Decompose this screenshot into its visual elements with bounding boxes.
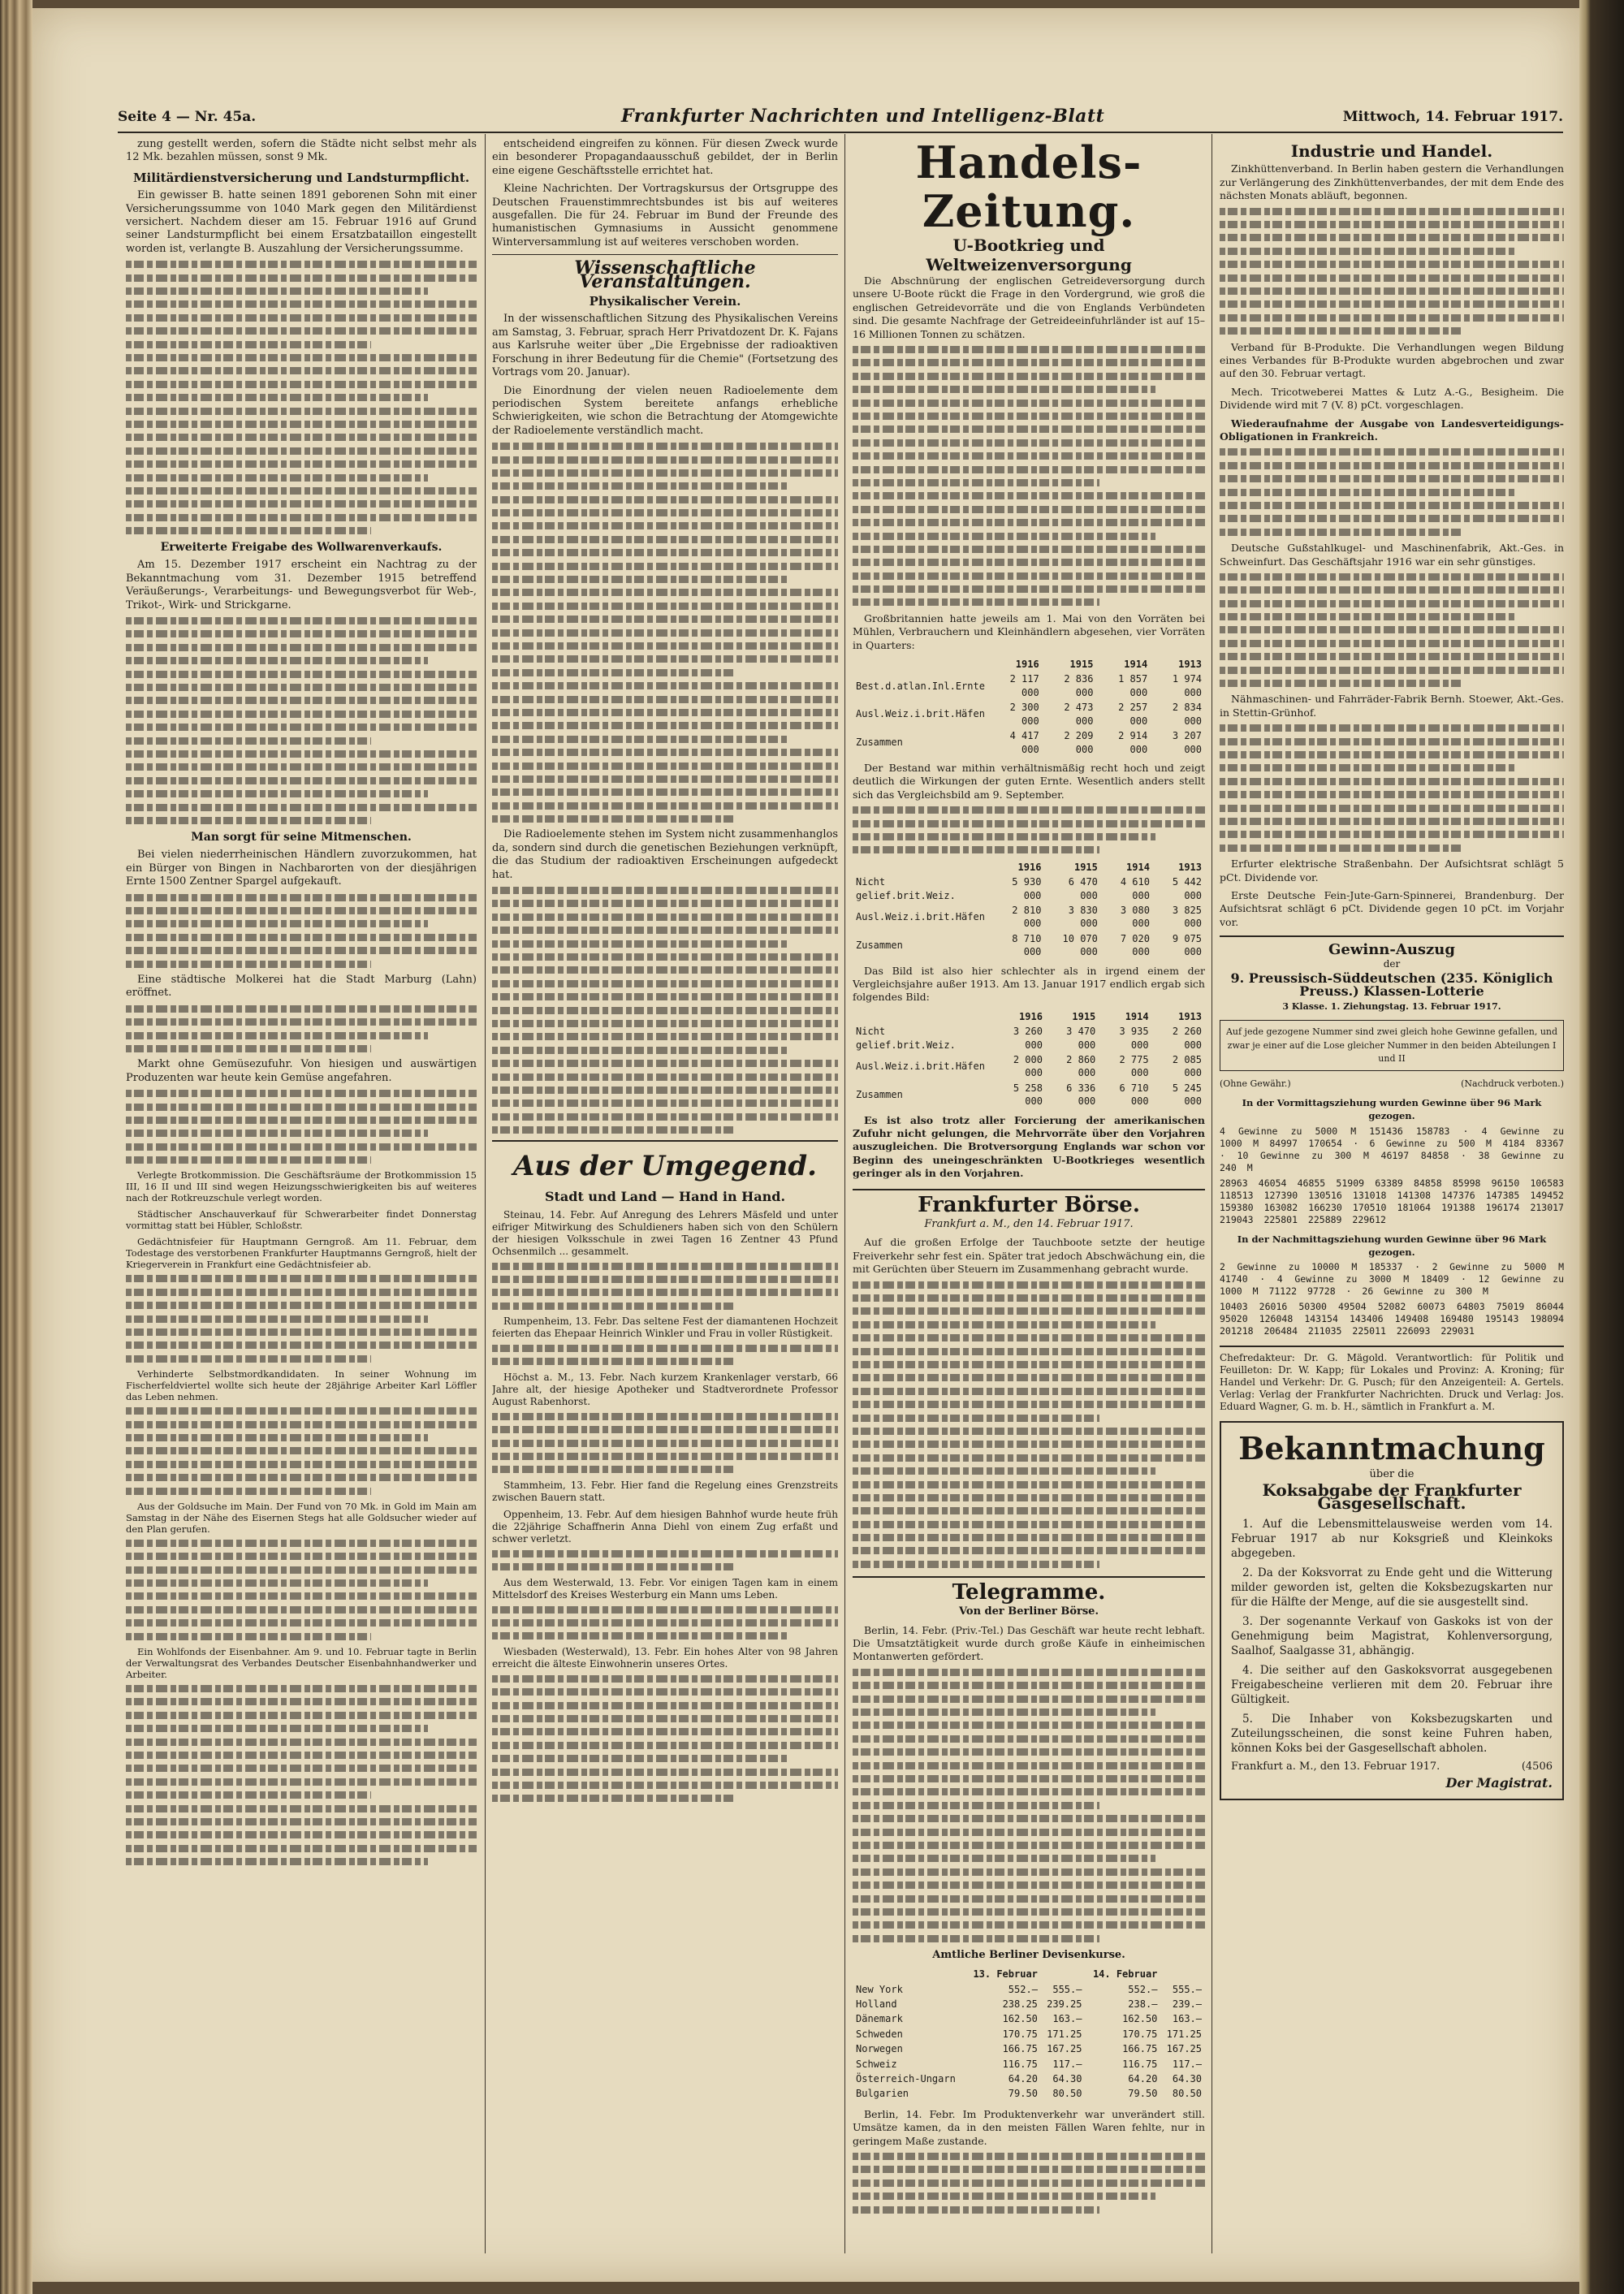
draw-numbers: 28963 46054 46855 51909 63389 84858 85998 96150 106583 118513 127390 130516 131018 141308 147376 147385 149452 159380 163082 166230 170510 181064 191388 196174 213017 219043 225801 225889 229612	[1220, 1177, 1564, 1225]
table-header-cell: 1916	[1017, 861, 1042, 873]
filler-text	[126, 261, 477, 534]
table-cell: Schweden	[856, 2028, 903, 2040]
table-cell: 2 860 000	[1066, 1053, 1096, 1079]
article-paragraph: Rumpenheim, 13. Febr. Das seltene Fest der diamantenen Hochzeit feierten das Ehepaar Heinrich Winkler und Frau in voller Rüstigkeit.	[492, 1315, 838, 1340]
table-cell: 10 070 000	[1062, 932, 1098, 958]
table-header-cell: 1914	[1125, 1010, 1149, 1022]
article-paragraph: Am 15. Dezember 1917 erscheint ein Nachtrag zu der Bekanntmachung vom 31. Dezember 1915 betreffend Veräußerungs-, Verarbeitungs- und Bewegungsverbot für Web-, Trikot-, Wirk- und Strickgarne.	[126, 559, 477, 611]
draw-prizes: 4 Gewinne zu 5000 M 151436 158783 · 4 Gewinne zu 1000 M 84997 170654 · 6 Gewinne zu 500 M 4184 83367 · 10 Gewinne zu 300 M 46197 84858 · 38 Gewinne zu 240 M	[1220, 1125, 1564, 1173]
table-cell: 170.75	[1002, 2028, 1038, 2040]
article-paragraph: Markt ohne Gemüsezufuhr. Von hiesigen und auswärtigen Produzenten war heute kein Gemüse angefahren.	[126, 1058, 477, 1084]
impressum: Chefredakteur: Dr. G. Mägold. Verantwortlich: für Politik und Feuilleton: Dr. W. Kapp; für Lokales und Provinz: A. Kroning; für Handel und Verkehr: Dr. G. Pusch; für den Anzeigenteil: A. Gertels. Verlag: Verlag der Frankfurter Nachrichten. Druck und Verlag: Jos. Eduard Wagner, G. m. b. H., sämtlich in Frankfurt a. M.	[1220, 1352, 1564, 1413]
table-row	[853, 2027, 1205, 2041]
table-cell: 239.—	[1172, 1998, 1202, 2010]
table-cell: 79.50	[1008, 2088, 1038, 2100]
notice-signature: Der Magistrat.	[1445, 1775, 1553, 1791]
article-paragraph: Die Radioelemente stehen im System nicht zusammenhanglos da, sondern sind durch die genetischen Beziehungen verknüpft, die das Studium der radioaktiven Erscheinungen aufgedeckt hat.	[492, 828, 838, 881]
table-cell: Zusammen	[856, 737, 903, 749]
table-cell: 238.—	[1128, 1998, 1158, 2010]
article-paragraph: Wiederaufnahme der Ausgabe von Landesverteidigungs-Obligationen in Frankreich.	[1220, 417, 1564, 443]
table-cell: 64.20	[1008, 2072, 1038, 2084]
table-header-cell: 1913	[1178, 1010, 1202, 1022]
table-cell: Nicht gelief.brit.Weiz.	[856, 876, 956, 901]
table-cell: 9 075 000	[1172, 932, 1202, 958]
filler-text	[492, 1263, 838, 1310]
table-cell: 117.—	[1052, 2058, 1082, 2070]
table-cell: 162.50	[1122, 2013, 1158, 2025]
table-cell: 2 000 000	[1013, 1053, 1043, 1079]
wheat-stock-table-may	[853, 657, 1205, 757]
table-cell: 5 442 000	[1172, 876, 1202, 901]
table-row	[853, 1052, 1205, 1081]
column-rule	[485, 134, 486, 2253]
table-cell: Dänemark	[856, 2013, 903, 2025]
notice-item: 2. Da der Koksvorrat zu Ende geht und die Witterung milder geworden ist, gelten die Koksbezugskarten nur für die Hälfte der Menge, auf die sie ausgestellt sind.	[1231, 1566, 1553, 1609]
table-cell: 238.25	[1002, 1998, 1038, 2010]
table-cell: 4 417 000	[1009, 730, 1039, 755]
column-commerce	[853, 138, 1205, 2257]
table-cell: 167.25	[1166, 2043, 1202, 2055]
filler-text	[853, 346, 1205, 606]
column-local-news	[126, 138, 477, 2257]
table-row	[853, 700, 1205, 728]
column-rule	[844, 134, 845, 2253]
table-cell: 2 775 000	[1119, 1053, 1149, 1079]
column-science-surroundings	[492, 138, 838, 2257]
table-cell: 166.75	[1122, 2043, 1158, 2055]
filler-text	[492, 1606, 838, 1640]
table-cell: 79.50	[1128, 2088, 1158, 2100]
article-paragraph: entscheidend eingreifen zu können. Für diesen Zweck wurde ein besonderer Propagandaausschuß gebildet, der in Berlin eine eigene Geschäftsstelle errichtet hat.	[492, 138, 838, 177]
exchange-rate-table	[853, 1967, 1205, 2102]
table-cell: Zusammen	[856, 939, 903, 951]
right-page-edge	[1579, 0, 1624, 2294]
table-row	[853, 1081, 1205, 1109]
masthead	[118, 106, 1563, 128]
filler-text	[126, 1005, 477, 1052]
table-header-cell: 1916	[1019, 1010, 1043, 1022]
table-row	[853, 2086, 1205, 2101]
table-header-cell: 13. Februar	[973, 1968, 1038, 1981]
table-row	[853, 672, 1205, 700]
table-cell: 2 085 000	[1172, 1053, 1202, 1079]
article-paragraph: Verband für B-Produkte. Die Verhandlungen wegen Bildung eines Verbandes für B-Produkte wurden abgebrochen und zwar auf den 30. Februar vertagt.	[1220, 340, 1564, 380]
notice-date: Frankfurt a. M., den 13. Februar 1917.	[1231, 1760, 1440, 1773]
article-paragraph: Städtischer Anschauverkauf für Schwerarbeiter findet Donnerstag vormittag statt bei Hübler, Schloßstr.	[126, 1208, 477, 1232]
table-cell: 3 080 000	[1120, 904, 1150, 930]
table-cell: 2 836 000	[1064, 673, 1094, 698]
filler-text	[492, 887, 838, 1134]
table-cell: 2 209 000	[1064, 730, 1094, 755]
article-paragraph: Zinkhüttenverband. In Berlin haben gestern die Verhandlungen zur Verlängerung des Zinkhüttenverbandes, der mit dem Ende des nächsten Monats abläuft, begonnen.	[1220, 162, 1564, 202]
table-cell: 239.25	[1047, 1998, 1082, 2010]
draw-heading: In der Vormittagsziehung wurden Gewinne über 96 Mark gezogen.	[1242, 1096, 1542, 1122]
table-row	[853, 903, 1205, 931]
table-cell: 2 300 000	[1009, 702, 1039, 727]
article-heading: Man sorgt für seine Mitmenschen.	[191, 830, 412, 844]
table-cell: 3 935 000	[1119, 1026, 1149, 1051]
table-row	[853, 1024, 1205, 1052]
table-row	[853, 931, 1205, 960]
notice-item: 4. Die seither auf den Gaskoksvorrat ausgegebenen Freigabescheine verlieren mit dem 20. Februar ihre Gültigkeit.	[1231, 1663, 1553, 1706]
filler-text	[853, 1281, 1205, 1568]
article-heading: Militärdienstversicherung und Landsturmpflicht.	[132, 170, 470, 185]
section-subtitle: Stadt und Land — Hand in Hand.	[544, 1189, 786, 1205]
lottery-results	[1220, 941, 1564, 1337]
official-notice	[1220, 1421, 1564, 1799]
filler-text	[126, 1685, 477, 1865]
lottery-note: Auf jede gezogene Nummer sind zwei gleich hohe Gewinne gefallen, und zwar je einer auf die Lose gleicher Nummer in den beiden Abteilungen I und II	[1220, 1020, 1564, 1071]
notice-item: 5. Die Inhaber von Koksbezugskarten und Zuteilungsscheinen, die sonst keine Fuhren haben, können Koks bei der Gasgesellschaft abholen.	[1231, 1712, 1553, 1755]
table-cell: 3 260 000	[1013, 1026, 1043, 1051]
wheat-stock-table-january	[853, 1009, 1205, 1109]
article-paragraph: Deutsche Gußstahlkugel- und Maschinenfabrik, Akt.-Ges. in Schweinfurt. Das Geschäftsjahr 1916 war ein sehr günstiges.	[1220, 542, 1564, 568]
table-cell: 80.50	[1052, 2088, 1082, 2100]
filler-text	[1220, 573, 1564, 687]
table-cell: 64.20	[1128, 2072, 1158, 2084]
draw-heading: In der Nachmittagsziehung wurden Gewinne über 96 Mark gezogen.	[1237, 1233, 1547, 1259]
table-cell: 2 914 000	[1118, 730, 1148, 755]
article-paragraph: Verlegte Brotkommission. Die Geschäftsräume der Brotkommission 15 III, 16 II und III sind wegen Heizungsschwierigkeiten bis auf weiteres nach der Rotkreuzschule verlegt worden.	[126, 1169, 477, 1204]
table-title: Amtliche Berliner Devisenkurse.	[932, 1948, 1125, 1961]
table-header-row	[853, 1009, 1205, 1024]
lottery-name: 9. Preussisch-Süddeutschen (235. Königlich Preuss.) Klassen-Lotterie	[1230, 970, 1553, 1000]
article-paragraph: Oppenheim, 13. Febr. Auf dem hiesigen Bahnhof wurde heute früh die 22jährige Schaffnerin Anna Diehl von einem Zug erfaßt und schwer verletzt.	[492, 1508, 838, 1544]
table-cell: 8 710 000	[1012, 932, 1042, 958]
article-paragraph: Auf die großen Erfolge der Tauchboote setzte der heutige Freiverkehr sehr fest ein. Später trat jedoch Abschwächung ein, die mit Gerüchten über Steuern im Zusammenhang gebracht wurde.	[853, 1236, 1205, 1276]
article-paragraph: Wiesbaden (Westerwald), 13. Febr. Ein hohes Alter von 98 Jahren erreicht die älteste Einwohnerin unseres Ortes.	[492, 1645, 838, 1670]
filler-text	[492, 1675, 838, 1803]
table-cell: 555.—	[1052, 1983, 1082, 1995]
article-paragraph: Mech. Tricotweberei Mattes & Lutz A.-G., Besigheim. Die Dividende wird mit 7 (V. 8) pCt. vorgeschlagen.	[1220, 385, 1564, 412]
filler-text	[126, 1090, 477, 1164]
section-title: Frankfurter Börse.	[918, 1192, 1140, 1217]
table-header-cell: 1915	[1069, 659, 1094, 671]
issue-date: Mittwoch, 14. Februar 1917.	[1342, 109, 1563, 125]
article-paragraph: Eine städtische Molkerei hat die Stadt Marburg (Lahn) eröffnet.	[126, 973, 477, 1000]
filler-text	[853, 1669, 1205, 1942]
table-cell: Norwegen	[856, 2043, 903, 2055]
table-cell: 6 470 000	[1068, 876, 1098, 901]
masthead-rule	[118, 132, 1563, 133]
table-cell: 116.75	[1122, 2058, 1158, 2070]
article-paragraph: Höchst a. M., 13. Febr. Nach kurzem Krankenlager verstarb, 66 Jahre alt, der hiesige Apotheker und Stadtverordnete Professor August Rabenhorst.	[492, 1371, 838, 1407]
table-header-cell	[853, 860, 992, 875]
table-cell: Schweiz	[856, 2058, 897, 2070]
table-cell: 555.—	[1172, 1983, 1202, 1995]
article-paragraph: Bei vielen niederrheinischen Händlern zuvorzukommen, hat ein Bürger von Bingen in Nachbarorten von der diesjährigen Ernte 1500 Zentner Spargel aufgekauft.	[126, 849, 477, 888]
filler-text	[492, 1550, 838, 1570]
filler-text	[126, 894, 477, 968]
table-row	[853, 2057, 1205, 2072]
page-number: Seite 4 — Nr. 45a.	[118, 109, 257, 125]
table-cell: 4 610 000	[1120, 876, 1150, 901]
filler-text	[1220, 448, 1564, 535]
table-cell: 1 857 000	[1118, 673, 1148, 698]
article-heading: Erweiterte Freigabe des Wollwarenverkaufs.	[160, 541, 443, 555]
table-header-cell: 14. Februar	[1092, 1968, 1158, 1981]
table-header-cell	[853, 657, 988, 672]
table-cell: Ausl.Weiz.i.brit.Häfen	[856, 1061, 985, 1073]
table-cell: 80.50	[1172, 2088, 1202, 2100]
section-title: Wissenschaftliche Veranstaltungen.	[574, 257, 756, 292]
table-cell: 166.75	[1002, 2043, 1038, 2055]
table-row	[853, 1982, 1205, 1997]
table-header-cell: 1913	[1178, 861, 1202, 873]
table-cell: 2 810 000	[1012, 904, 1042, 930]
table-cell: 5 245 000	[1172, 1082, 1202, 1108]
table-cell: 5 930 000	[1012, 876, 1042, 901]
draw-prizes: 2 Gewinne zu 10000 M 185337 · 2 Gewinne zu 5000 M 41740 · 4 Gewinne zu 3000 M 18409 · 12 Gewinne zu 1000 M 71122 97728 · 26 Gewinne zu 300 M	[1220, 1261, 1564, 1298]
draw-numbers: 10403 26016 50300 49504 52082 60073 64803 75019 86044 95020 126048 143154 143406 149408 169480 195143 198094 201218 206484 211035 225011 226093 229031	[1220, 1301, 1564, 1337]
table-cell: Zusammen	[856, 1088, 903, 1100]
table-header-cell	[853, 1967, 965, 1981]
table-cell: Ausl.Weiz.i.brit.Häfen	[856, 708, 985, 720]
table-cell: 163.—	[1052, 2013, 1082, 2025]
article-paragraph: Aus dem Westerwald, 13. Febr. Vor einigen Tagen kam in einem Mittelsdorf des Kreises Westerburg ein Mann ums Leben.	[492, 1576, 838, 1601]
table-cell: 64.30	[1172, 2072, 1202, 2084]
article-paragraph: Der Bestand war mithin verhältnismäßig recht hoch und zeigt deutlich die Wirkungen der guten Ernte. Wesentlich anders stellt sich das Vergleichsbild am 9. September.	[853, 761, 1205, 801]
table-header-cell: 1916	[1015, 659, 1039, 671]
table-cell: 3 207 000	[1172, 730, 1202, 755]
article-paragraph: Gedächtnisfeier für Hauptmann Gerngroß. Am 11. Februar, dem Todestage des verstorbenen Frankfurter Hauptmanns Gerngroß, hielt der Kriegerverein in Frankfurt eine Gedächtnisfeier ab.	[126, 1236, 477, 1271]
article-paragraph: Erste Deutsche Fein-Jute-Garn-Spinnerei, Brandenburg. Der Aufsichtsrat schlägt 6 pCt. Dividende gegen 10 pCt. im Vorjahr vor.	[1220, 888, 1564, 928]
lottery-class: 3 Klasse. 1. Ziehungstag. 13. Februar 1917.	[1282, 1000, 1501, 1012]
table-row	[853, 2011, 1205, 2026]
article-paragraph: Die Abschnürung der englischen Getreideversorgung durch unsere U-Boote rückt die Frage in den Vordergrund, wie groß die englischen Getreidevorräte und die von Englands Verbündeten sind. Die gesamte Nachfrage der Getreideeinfuhrländer ist auf 15–16 Millionen Tonnen zu schätzen.	[853, 274, 1205, 340]
article-paragraph: Die Einordnung der vielen neuen Radioelemente dem periodischen System bereitete anfangs erhebliche Schwierigkeiten, wie schon die Betrachtung der Atomgewichte der Radioelemente verständlich macht.	[492, 384, 838, 437]
article-paragraph: Ein Wohlfonds der Eisenbahner. Am 9. und 10. Februar tagte in Berlin der Verwaltungsrat des Verbandes Deutscher Eisenbahnhandwerker und Arbeiter.	[126, 1646, 477, 1681]
table-row	[853, 875, 1205, 903]
table-cell: 5 258 000	[1013, 1082, 1043, 1108]
lottery-der: der	[1383, 957, 1401, 970]
table-cell: 552.—	[1008, 1983, 1038, 1995]
section-title: Handels-Zeitung.	[915, 138, 1142, 237]
section-subtitle: Physikalischer Verein.	[589, 294, 741, 309]
article-paragraph: Stammheim, 13. Febr. Hier fand die Regelung eines Grenzstreits zwischen Bauern statt.	[492, 1479, 838, 1503]
article-paragraph: Aus der Goldsuche im Main. Der Fund von 70 Mk. in Gold im Main am Samstag in der Nähe des Eisernen Stegs hat alle Goldsucher wieder auf den Plan gerufen.	[126, 1500, 477, 1535]
newspaper-title: Frankfurter Nachrichten und Intelligenz-Blatt	[621, 106, 1105, 127]
notice-item: 3. Der sogenannte Verkauf von Gaskoks ist von der Genehmigung beim Magistrat, Kohlenversorgung, Saalhof, Saalgasse 31, abhängig.	[1231, 1614, 1553, 1657]
filler-text	[492, 1413, 838, 1474]
filler-text	[853, 806, 1205, 853]
table-cell: 171.25	[1166, 2028, 1202, 2040]
table-cell: 117.—	[1172, 2058, 1202, 2070]
dateline: Frankfurt a. M., den 14. Februar 1917.	[924, 1218, 1134, 1231]
article-paragraph: Berlin, 14. Febr. Im Produktenverkehr war unverändert still. Umsätze kamen, da in den meisten Fällen Waren fehlte, nur in geringem Maße zustande.	[853, 2107, 1205, 2147]
section-title: Telegramme.	[952, 1579, 1106, 1605]
wheat-stock-table-september	[853, 860, 1205, 960]
table-cell: Best.d.atlan.Inl.Ernte	[856, 680, 985, 692]
article-paragraph: zung gestellt werden, sofern die Städte nicht selbst mehr als 12 Mk. bezahlen müssen, sonst 9 Mk.	[126, 138, 477, 164]
table-cell: 171.25	[1047, 2028, 1082, 2040]
table-header-row	[853, 657, 1205, 672]
table-row	[853, 728, 1205, 757]
lottery-reprint-note: (Nachdruck verboten.)	[1461, 1078, 1564, 1090]
table-cell: Ausl.Weiz.i.brit.Häfen	[856, 911, 985, 923]
article-paragraph: Das Bild ist also hier schlechter als in irgend einem der Vergleichsjahre außer 1913. Am 13. Januar 1917 endlich ergab sich folgendes Bild:	[853, 964, 1205, 1004]
table-cell: 6 336 000	[1066, 1082, 1096, 1108]
table-cell: 3 830 000	[1068, 904, 1098, 930]
table-header-cell: 1914	[1126, 861, 1150, 873]
filler-text	[126, 1540, 477, 1640]
section-title: Industrie und Handel.	[1290, 141, 1493, 161]
notice-code: (4506	[1521, 1760, 1553, 1773]
page-stack-edge	[0, 0, 32, 2294]
filler-text	[126, 1275, 477, 1362]
table-cell: Österreich-Ungarn	[856, 2072, 956, 2084]
table-header-cell: 1913	[1178, 659, 1202, 671]
filler-text	[1220, 208, 1564, 335]
column-industry	[1220, 138, 1564, 2257]
article-paragraph: Verhinderte Selbstmordkandidaten. In seiner Wohnung im Fischerfeldviertel wollte sich heute der 28jährige Arbeiter Karl Löffler das Leben nehmen.	[126, 1368, 477, 1403]
filler-text	[1220, 724, 1564, 852]
notice-title: Bekanntmachung	[1238, 1430, 1545, 1467]
table-cell: 170.75	[1122, 2028, 1158, 2040]
table-row	[853, 2072, 1205, 2086]
table-header-row	[853, 860, 1205, 875]
table-cell: 2 260 000	[1172, 1026, 1202, 1051]
table-cell: 163.—	[1172, 2013, 1202, 2025]
article-paragraph: Ein gewisser B. hatte seinen 1891 geborenen Sohn mit einer Versicherungssumme von 1040 Mark gegen den Militärdienst versichert. Nachdem dieser am 15. Februar 1916 auf Grund seiner Landsturmpflicht bei einem Ersatzbataillon eingestellt worden ist, verlangte B. Auszahlung der Versicherungssumme.	[126, 189, 477, 255]
table-cell: 7 020 000	[1120, 932, 1150, 958]
table-header-cell: 1915	[1072, 1010, 1096, 1022]
table-cell: 162.50	[1002, 2013, 1038, 2025]
table-cell: 3 825 000	[1172, 904, 1202, 930]
table-header-cell: 1914	[1124, 659, 1148, 671]
table-cell: 116.75	[1002, 2058, 1038, 2070]
table-cell: 2 117 000	[1009, 673, 1039, 698]
table-cell: 2 257 000	[1118, 702, 1148, 727]
lottery-disclaimer: (Ohne Gewähr.)	[1220, 1078, 1291, 1090]
table-header-row	[853, 1967, 1205, 1981]
table-cell: 3 470 000	[1066, 1026, 1096, 1051]
table-cell: 64.30	[1052, 2072, 1082, 2084]
article-paragraph: Kleine Nachrichten. Der Vortragskursus der Ortsgruppe des Deutschen Frauenstimmrechtsbundes ist bis auf weiteres ausgefallen. Die für 24. Februar im Bund der Freunde des humanistischen Gymnasiums in Aussicht genommene Winterversammlung ist auf weiteres verschoben worden.	[492, 183, 838, 248]
section-subtitle: Von der Berliner Börse.	[959, 1605, 1099, 1618]
notice-subtitle: Koksabgabe der Frankfurter Gasgesellschaft.	[1262, 1480, 1522, 1514]
article-paragraph: In der wissenschaftlichen Sitzung des Physikalischen Vereins am Samstag, 3. Februar, sprach Herr Privatdozent Dr. K. Fajans aus Karlsruhe weiter über „Die Ergebnisse der radioaktiven Forschung in ihrer Bedeutung für die Chemie" (Fortsetzung des Vortrags vom 20. Januar).	[492, 313, 838, 379]
table-cell: 1 974 000	[1172, 673, 1202, 698]
table-cell: 552.—	[1128, 1983, 1158, 1995]
filler-text	[492, 443, 838, 823]
filler-text	[492, 1345, 838, 1365]
article-paragraph: Es ist also trotz aller Forcierung der amerikanischen Zufuhr nicht gelungen, die Mehrvorräte über den Vorjahren auszugleichen. Die Brotversorgung Englands war schon vor Beginn des uneingeschränkten U-Bootkrieges wesentlich geringer als in den Vorjahren.	[853, 1113, 1205, 1180]
table-header-cell: 1915	[1073, 861, 1098, 873]
table-row	[853, 1997, 1205, 2011]
table-cell: 167.25	[1047, 2043, 1082, 2055]
table-cell: 2 834 000	[1172, 702, 1202, 727]
table-cell: 2 473 000	[1064, 702, 1094, 727]
table-header-cell	[1041, 1967, 1086, 1981]
notice-ueber: über die	[1369, 1468, 1415, 1481]
table-header-cell	[853, 1009, 993, 1024]
table-cell: Bulgarien	[856, 2088, 909, 2100]
filler-text	[126, 617, 477, 824]
lottery-title: Gewinn-Auszug	[1328, 941, 1455, 959]
table-header-cell	[1160, 1967, 1205, 1981]
filler-text	[853, 2153, 1205, 2214]
table-cell: Nicht gelief.brit.Weiz.	[856, 1026, 956, 1051]
section-subtitle: U-Bootkrieg und Weltweizenversorgung	[926, 235, 1132, 274]
section-title: Aus der Umgegend.	[513, 1150, 817, 1183]
article-paragraph: Großbritannien hatte jeweils am 1. Mai von den Vorräten bei Mühlen, Verbrauchern und Kleinhändlern abgesehen, vier Vorräten in Quarters:	[853, 611, 1205, 651]
article-paragraph: Berlin, 14. Febr. (Priv.-Tel.) Das Geschäft war heute recht lebhaft. Die Umsatztätigkeit wurde durch große Käufe in einheimischen Montanwerten gefördert.	[853, 1623, 1205, 1663]
table-cell: Holland	[856, 1998, 897, 2010]
table-cell: 6 710 000	[1119, 1082, 1149, 1108]
table-cell: New York	[856, 1983, 903, 1995]
notice-item: 1. Auf die Lebensmittelausweise werden vom 14. Februar 1917 ab nur Koksgrieß und Kleinkoks abgegeben.	[1231, 1517, 1553, 1560]
article-paragraph: Nähmaschinen- und Fahrräder-Fabrik Bernh. Stoewer, Akt.-Ges. in Stettin-Grünhof.	[1220, 693, 1564, 719]
filler-text	[126, 1407, 477, 1494]
table-row	[853, 2041, 1205, 2056]
article-paragraph: Erfurter elektrische Straßenbahn. Der Aufsichtsrat schlägt 5 pCt. Dividende vor.	[1220, 858, 1564, 883]
article-paragraph: Steinau, 14. Febr. Auf Anregung des Lehrers Mäsfeld und unter eifriger Mitwirkung des Schuldieners haben sich von den Schülern der hiesigen Volksschule in zwei Tagen 16 Zentner 43 Pfund Ochsenmilch ... gesammelt.	[492, 1208, 838, 1257]
